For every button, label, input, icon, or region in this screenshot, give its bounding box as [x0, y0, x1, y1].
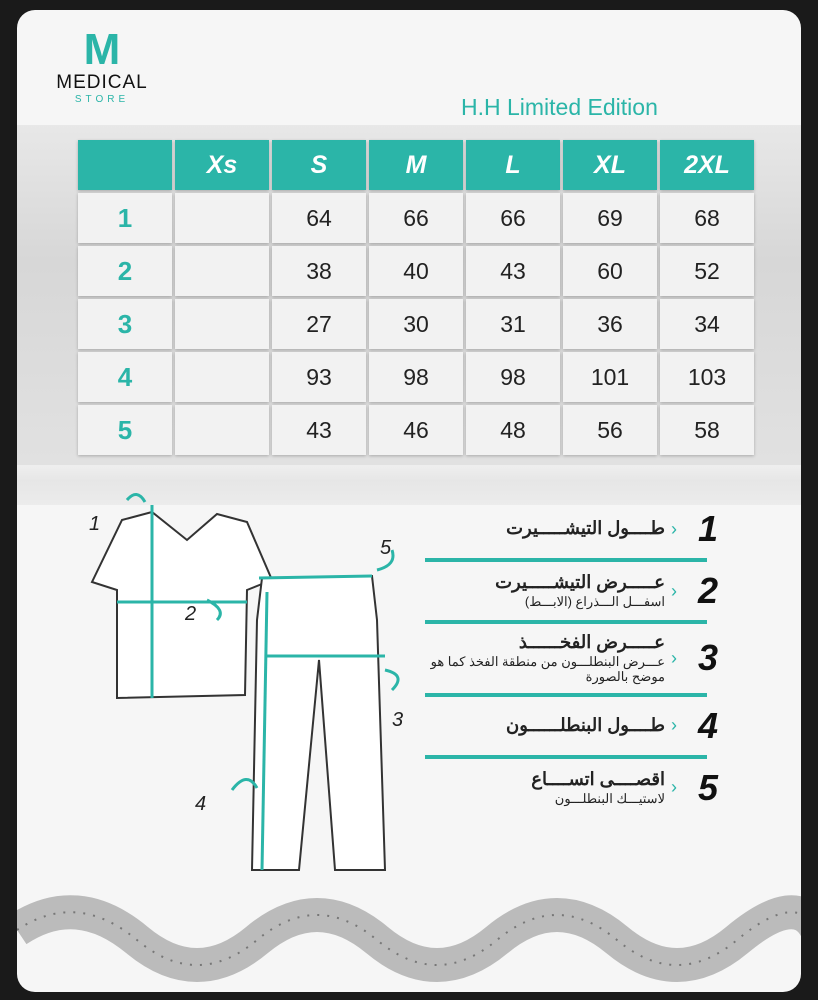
- size-cell: 93: [272, 352, 366, 402]
- size-cell: 58: [660, 405, 754, 455]
- brand-logo: [47, 25, 157, 105]
- size-cell: [175, 246, 269, 296]
- pants-outline: [252, 576, 385, 870]
- divider: [425, 558, 707, 562]
- legend-subtitle: لاستيـــك البنطلـــون: [554, 790, 665, 806]
- row-index: 4: [78, 352, 172, 402]
- size-cell: 34: [660, 299, 754, 349]
- size-cell: [175, 299, 269, 349]
- legend-number: 1: [697, 508, 719, 549]
- row-index: 1: [78, 193, 172, 243]
- scrubs-illustration: [67, 470, 407, 890]
- diagram-label-5: 5: [380, 537, 392, 559]
- chevron-icon: ›: [671, 715, 677, 736]
- diagram-label-2: 2: [185, 603, 197, 625]
- header-cell: XL: [563, 140, 657, 190]
- size-cell: 66: [369, 193, 463, 243]
- size-cell: 27: [272, 299, 366, 349]
- legend-title: طــــول البنطلــــــون: [505, 714, 665, 735]
- size-cell: 98: [369, 352, 463, 402]
- size-cell: 30: [369, 299, 463, 349]
- divider: [425, 755, 707, 759]
- size-cell: 60: [563, 246, 657, 296]
- size-cell: 52: [660, 246, 754, 296]
- logo-mark: M: [83, 25, 121, 74]
- size-cell: 101: [563, 352, 657, 402]
- chevron-icon: ›: [671, 647, 677, 668]
- divider: [425, 620, 707, 624]
- size-chart-card: [17, 10, 801, 992]
- size-cell: 69: [563, 193, 657, 243]
- size-cell: 56: [563, 405, 657, 455]
- legend-title: عـــــرض التيشـــــيرت: [495, 572, 665, 593]
- size-cell: 103: [660, 352, 754, 402]
- header-cell: Xs: [175, 140, 269, 190]
- legend-title: اقصــــى اتســــاع: [531, 769, 665, 790]
- size-cell: [175, 405, 269, 455]
- chevron-icon: ›: [671, 777, 677, 798]
- size-cell: 66: [466, 193, 560, 243]
- row-index: 5: [78, 405, 172, 455]
- header-cell: L: [466, 140, 560, 190]
- size-cell: 64: [272, 193, 366, 243]
- brand-name: MEDICAL: [56, 72, 148, 93]
- divider: [425, 693, 707, 697]
- legend-subtitle: عـــرض البنطلـــون من منطقة الفخذ كما هو موضح بالصورة: [430, 653, 665, 685]
- header-cell: 2XL: [660, 140, 754, 190]
- chevron-icon: ›: [671, 580, 677, 601]
- size-cell: 46: [369, 405, 463, 455]
- diagram-label-1: 1: [89, 513, 101, 535]
- legend-number: 5: [697, 766, 719, 808]
- header-cell: M: [369, 140, 463, 190]
- legend-number: 4: [697, 704, 719, 746]
- legend-item: [425, 508, 775, 550]
- diagram-label-4: 4: [195, 793, 207, 815]
- shirt-outline: [92, 512, 272, 698]
- row-index: 3: [78, 299, 172, 349]
- legend-item: [425, 632, 775, 685]
- legend-item: [425, 767, 775, 809]
- size-cell: 43: [272, 405, 366, 455]
- legend-subtitle: اسفـــل الـــذراع (الابـــط): [524, 594, 665, 609]
- table-header-row: [78, 140, 754, 190]
- size-cell: 48: [466, 405, 560, 455]
- legend-title: طــــول التيشـــــيرت: [506, 518, 665, 539]
- size-cell: 40: [369, 246, 463, 296]
- legend-number: 3: [697, 637, 719, 679]
- header-cell: [78, 140, 172, 190]
- diagram-label-3: 3: [392, 709, 404, 731]
- legend-item: [425, 705, 775, 747]
- table-row: [78, 352, 754, 402]
- size-cell: 98: [466, 352, 560, 402]
- size-cell: 36: [563, 299, 657, 349]
- size-cell: [175, 352, 269, 402]
- size-cell: [175, 193, 269, 243]
- table-row: [78, 405, 754, 455]
- size-cell: 43: [466, 246, 560, 296]
- row-index: 2: [78, 246, 172, 296]
- chevron-icon: ›: [671, 518, 677, 539]
- edition-title: H.H Limited Edition: [461, 94, 658, 120]
- legend-title: عـــــرض الفخــــــذ: [518, 632, 665, 652]
- header-cell: S: [272, 140, 366, 190]
- measurement-legend: [425, 508, 775, 809]
- table-row: [78, 299, 754, 349]
- legend-item: [425, 570, 775, 612]
- brand-sub: STORE: [74, 94, 130, 105]
- legend-number: 2: [697, 570, 719, 611]
- size-cell: 38: [272, 246, 366, 296]
- measuring-tape-decoration: [17, 890, 801, 990]
- table-row: [78, 246, 754, 296]
- size-cell: 31: [466, 299, 560, 349]
- size-cell: 68: [660, 193, 754, 243]
- size-table: [75, 137, 757, 458]
- table-row: [78, 193, 754, 243]
